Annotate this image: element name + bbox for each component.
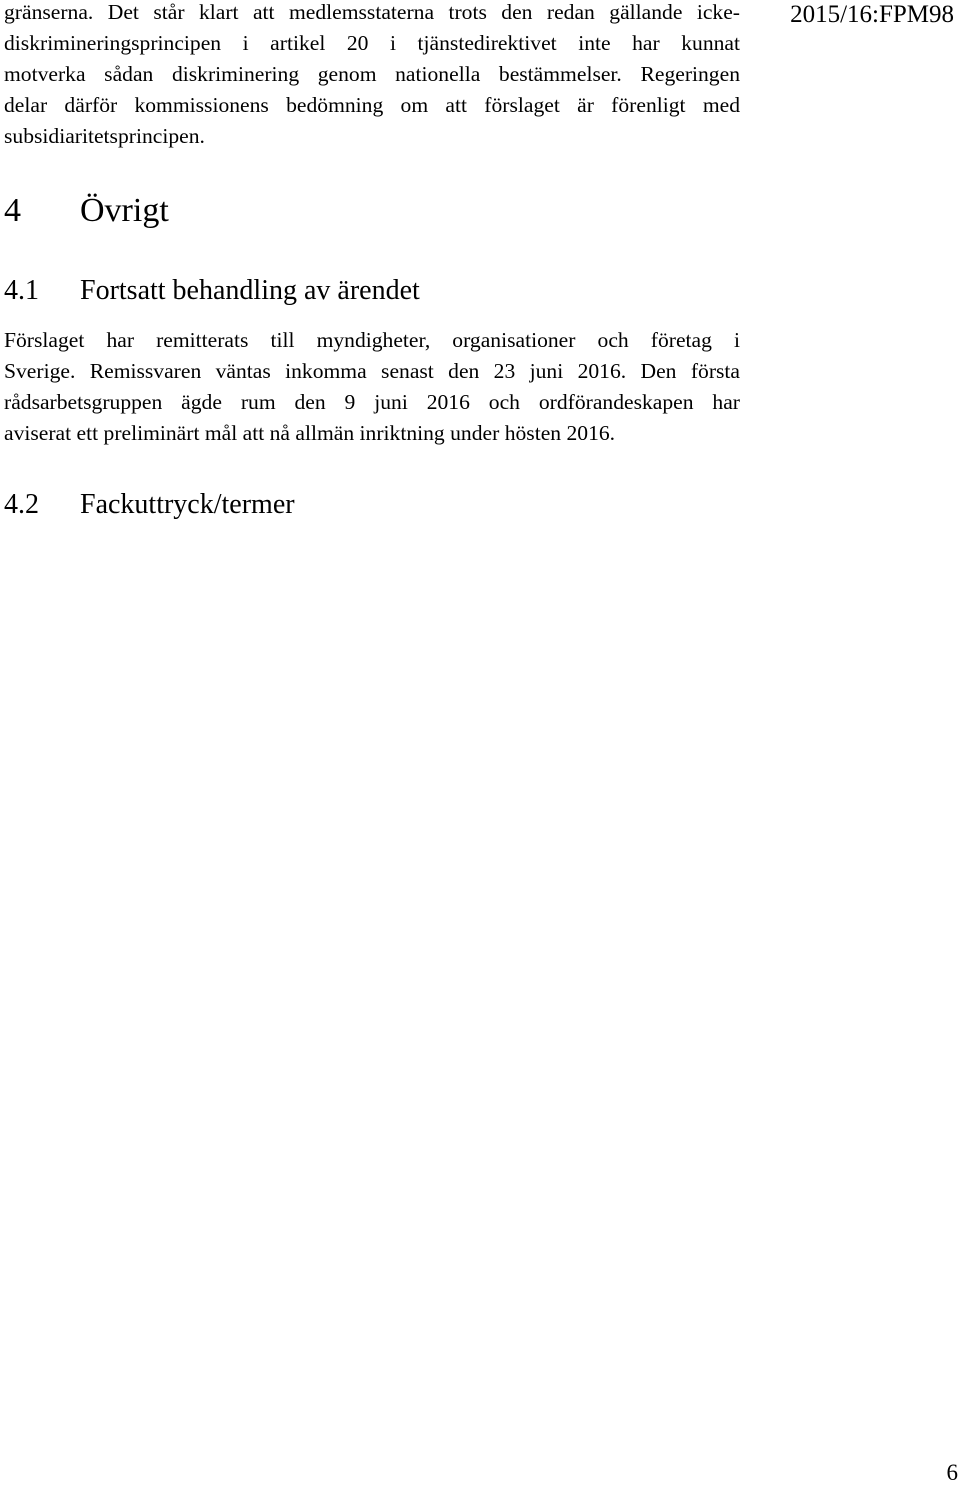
paragraph-line: subsidiaritetsprincipen. [4, 124, 205, 148]
paragraph-line: gränserna. Det står klart att medlemsstaterna trots den redan gällande icke- [4, 0, 740, 24]
section-title: Fortsatt behandling av ärendet [80, 275, 420, 306]
section-title: Övrigt [80, 192, 169, 229]
section-heading-4-2 [4, 488, 295, 522]
document-reference: 2015/16:FPM98 [790, 1, 954, 28]
page-number: 6 [946, 1460, 958, 1485]
intro-paragraph [4, 0, 740, 152]
section-heading-4 [4, 190, 169, 232]
paragraph-line: aviserat ett preliminärt mål att nå allmän inriktning under hösten 2016. [4, 421, 616, 445]
section-heading-4-1 [4, 274, 420, 308]
paragraph-line: delar därför kommissionens bedömning om att förslaget är förenligt med [4, 93, 740, 117]
section-number: 4.1 [4, 275, 39, 306]
paragraph-line: motverka sådan diskriminering genom nationella bestämmelser. Regeringen [4, 62, 740, 86]
paragraph-line: rådsarbetsgruppen ägde rum den 9 juni 2016 och ordförandeskapen har [4, 390, 740, 414]
paragraph-line: Förslaget har remitterats till myndigheter, organisationer och företag i [4, 328, 740, 352]
section-number: 4.2 [4, 489, 39, 520]
section-number: 4 [4, 192, 21, 229]
section-title: Fackuttryck/termer [80, 489, 295, 520]
paragraph-line: Sverige. Remissvaren väntas inkomma senast den 23 juni 2016. Den första [4, 359, 740, 383]
paragraph-line: diskrimineringsprincipen i artikel 20 i tjänstedirektivet inte har kunnat [4, 31, 740, 55]
body-paragraph-4-1 [4, 325, 740, 449]
